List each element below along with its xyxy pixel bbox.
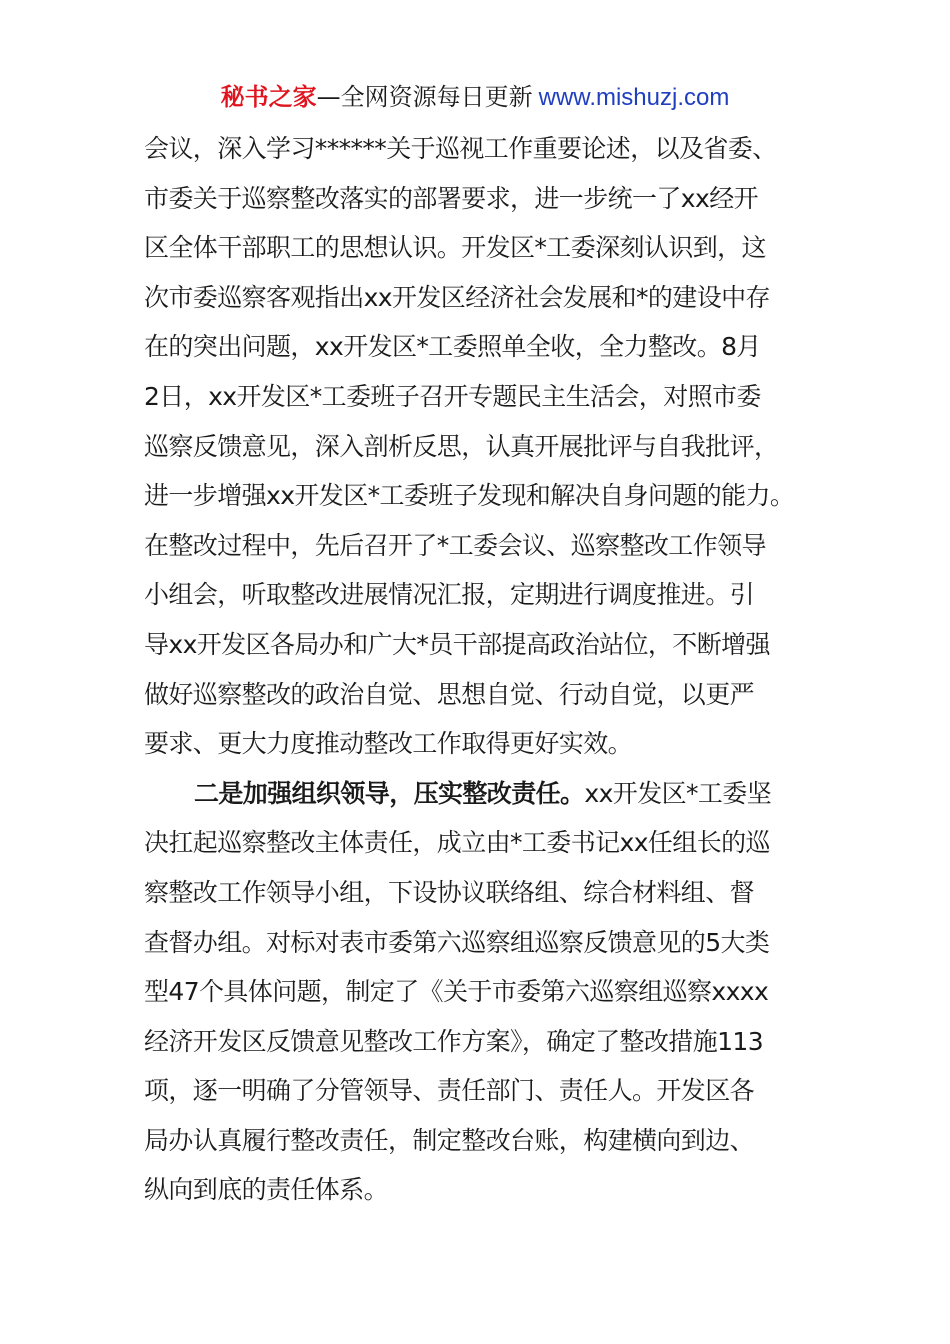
text-line: 区全体干部职工的思想认识。开发区*工委深刻认识到，这	[144, 233, 766, 263]
text-line: 要求、更大力度推动整改工作取得更好实效。	[144, 729, 633, 759]
text-line: 市委关于巡察整改落实的部署要求，进一步统一了xx经开	[144, 183, 758, 213]
text-line: 小组会，听取整改进展情况汇报，定期进行调度推进。引	[144, 580, 755, 610]
text-line: 查督办组。对标对表市委第六巡察组巡察反馈意见的5大类	[144, 927, 770, 957]
paragraph-heading-line	[144, 769, 824, 819]
site-header	[0, 80, 950, 115]
site-url-link[interactable]: www.mishuzj.com	[538, 84, 730, 111]
text-line: 导xx开发区各局办和广大*员干部提高政治站位，不断增强	[144, 629, 770, 659]
text-line: 在的突出问题，xx开发区*工委照单全收，全力整改。8月	[144, 332, 761, 362]
text-line: 做好巡察整改的政治自觉、思想自觉、行动自觉，以更严	[144, 679, 755, 709]
heading-line-rest: xx开发区*工委坚	[584, 778, 772, 808]
text-line: 决扛起巡察整改主体责任，成立由*工委书记xx任组长的巡	[144, 828, 770, 858]
text-line: 经济开发区反馈意见整改工作方案》，确定了整改措施113	[144, 1026, 764, 1056]
text-line: 巡察反馈意见，深入剖析反思，认真开展批评与自我批评，	[144, 431, 779, 461]
paragraph-heading: 二是加强组织领导，压实整改责任。	[194, 778, 585, 808]
document-body	[144, 124, 824, 1215]
text-line: 在整改过程中，先后召开了*工委会议、巡察整改工作领导	[144, 530, 766, 560]
text-line: 察整改工作领导小组，下设协议联络组、综合材料组、督	[144, 877, 755, 907]
text-line: 局办认真履行整改责任，制定整改台账，构建横向到边、	[144, 1125, 755, 1155]
text-line: 2日，xx开发区*工委班子召开专题民主生活会，对照市委	[144, 381, 761, 411]
text-line: 纵向到底的责任体系。	[144, 1175, 389, 1205]
text-line: 项，逐一明确了分管领导、责任部门、责任人。开发区各	[144, 1076, 755, 1106]
text-line: 次市委巡察客观指出xx开发区经济社会发展和*的建设中存	[144, 282, 770, 312]
brand-name: 秘书之家	[220, 83, 317, 111]
text-line: 会议，深入学习******关于巡视工作重要论述，以及省委、	[144, 134, 777, 163]
text-line: 进一步增强xx开发区*工委班子发现和解决自身问题的能力。	[144, 481, 795, 511]
header-tagline: —全网资源每日更新	[316, 83, 533, 111]
text-line: 型47个具体问题，制定了《关于市委第六巡察组巡察xxxx	[144, 977, 769, 1007]
